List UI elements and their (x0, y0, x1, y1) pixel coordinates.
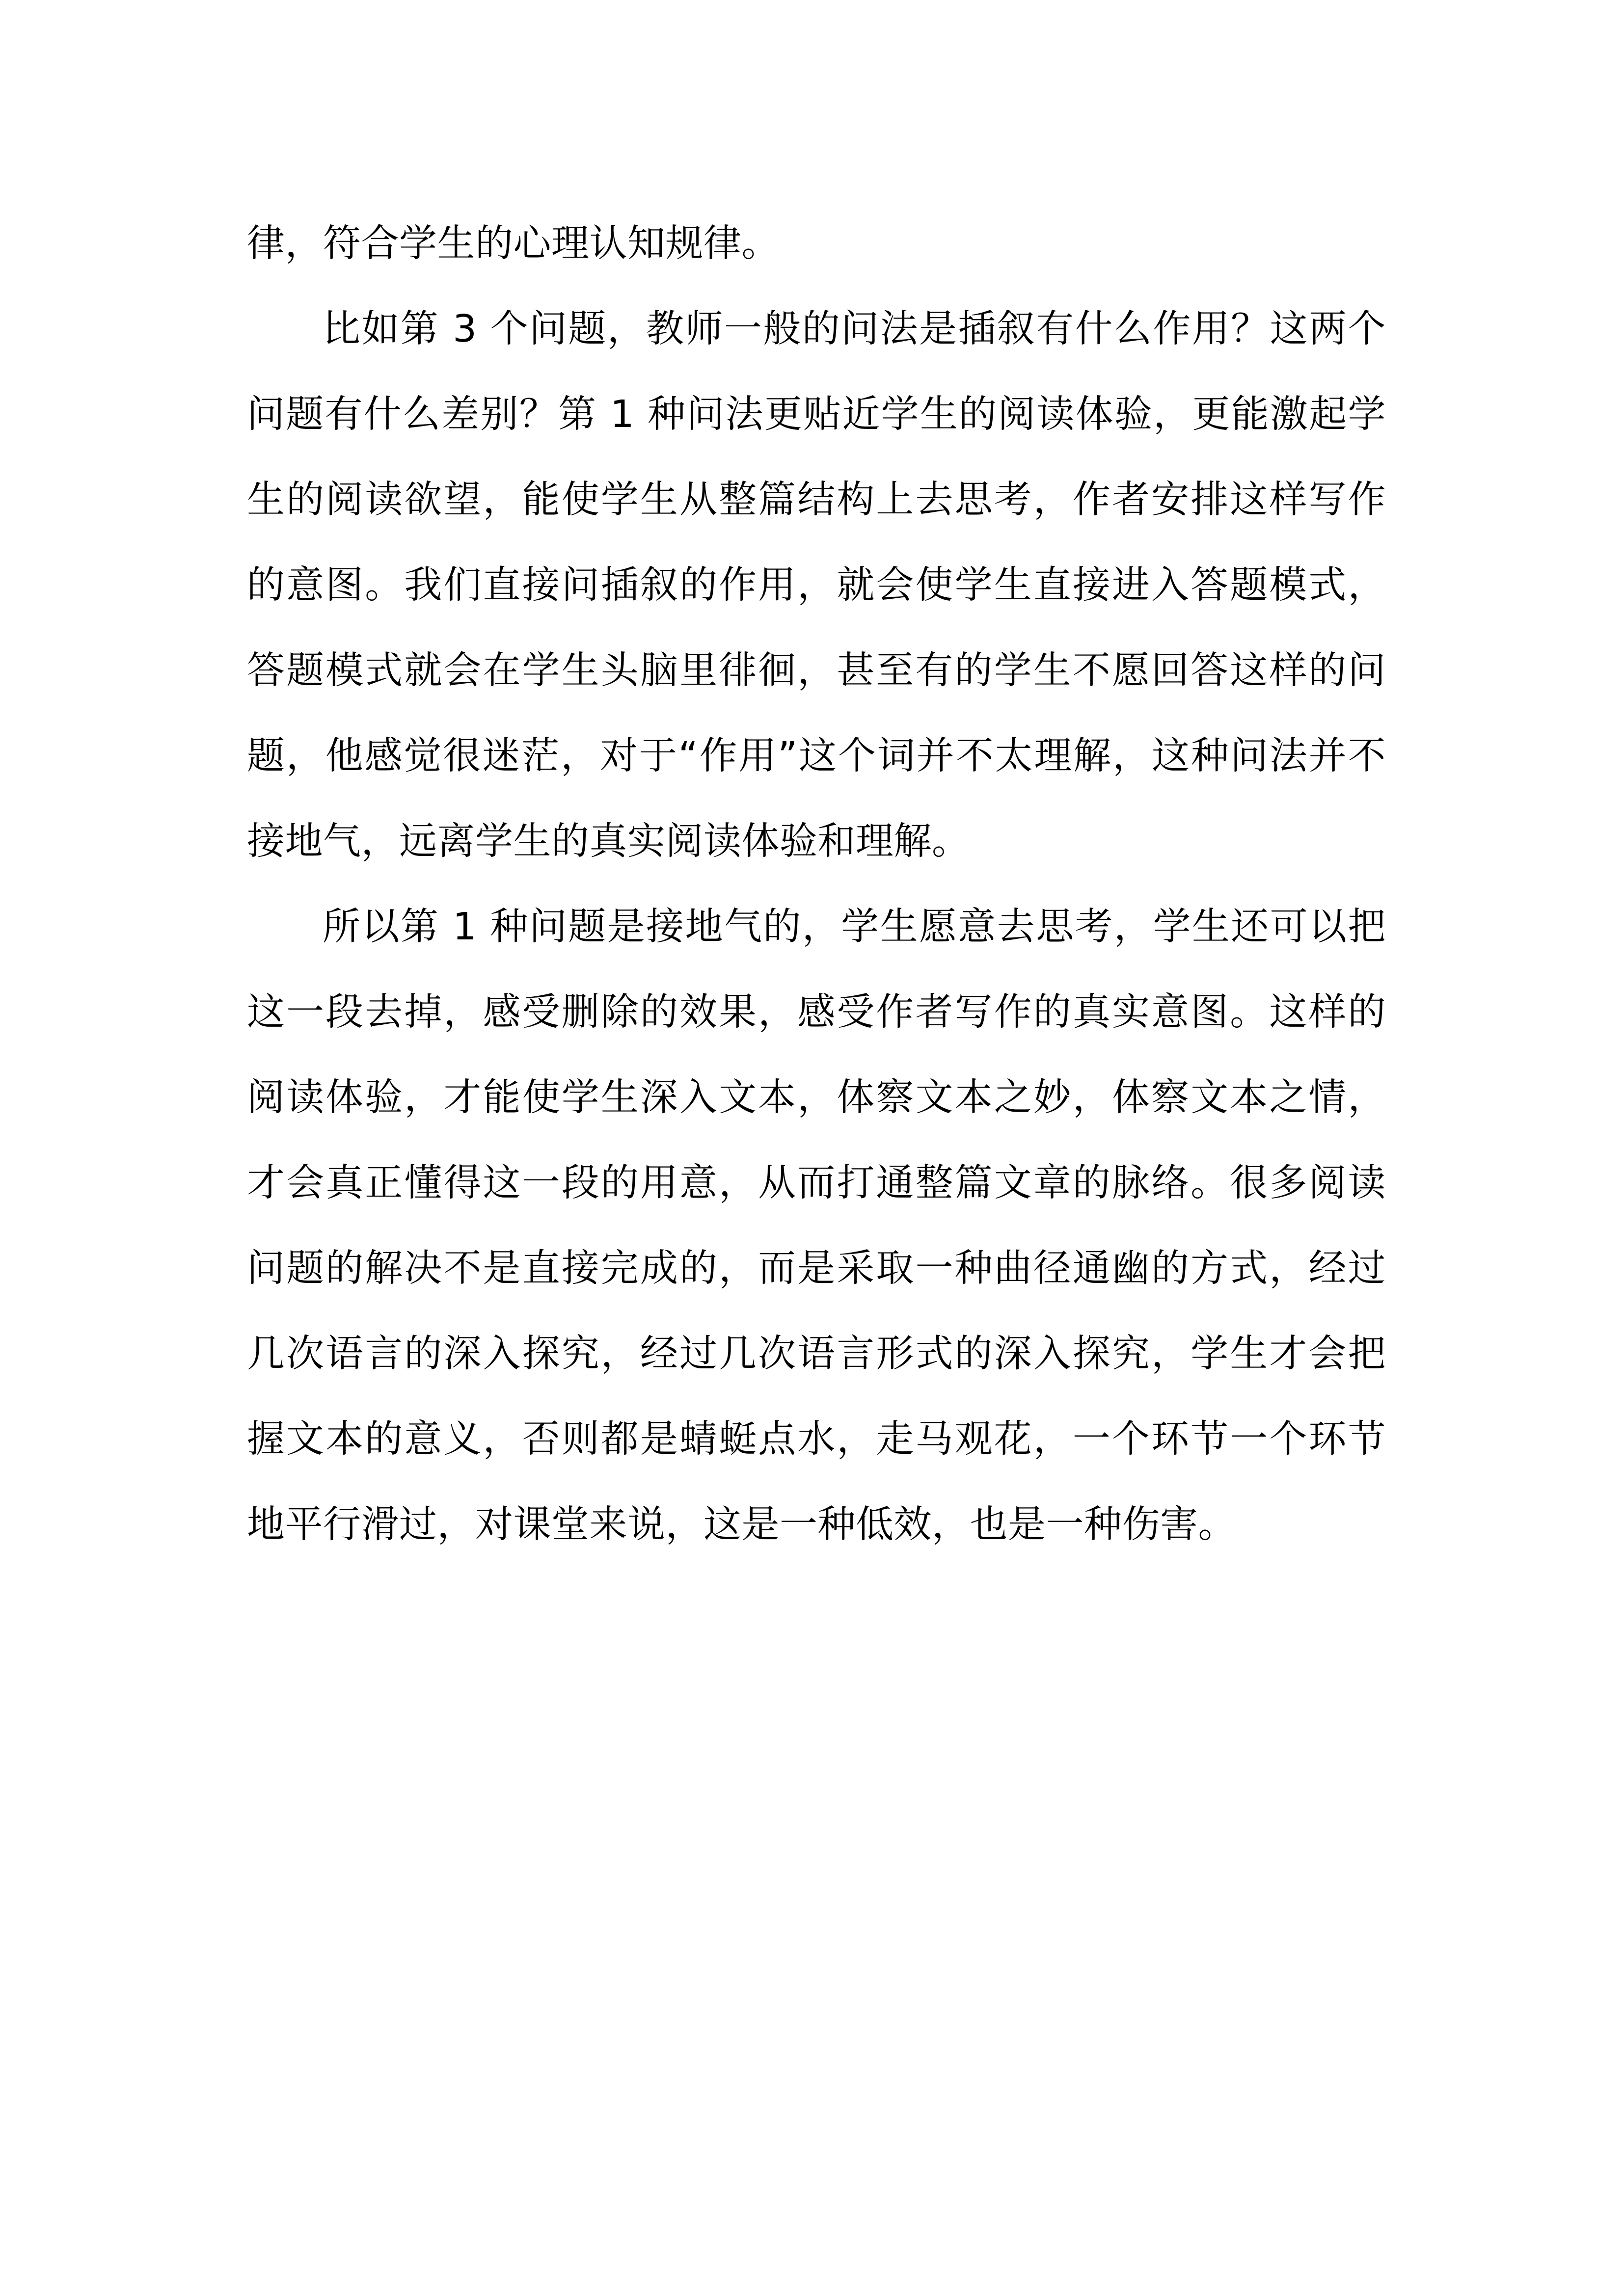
paragraph-continuation: 律，符合学生的心理认知规律。 (247, 222, 780, 266)
paragraph-conclusion: 所以第 1 种问题是接地气的，学生愿意去思考，学生还可以把这一段去掉，感受删除的效果，感受作者写作的真实意图。这样的阅读体验，才能使学生深入文本，体察文本之妙，体察文本之情，才会真正懂得这一段的用意，从而打通整篇文章的脉络。很多阅读问题的解决不是直接完成的，而是采取一种曲径通幽的方式，经过几次语言的深入探究，经过几次语言形式的深入探究，学生才会把握文本的意义，否则都是蜻蜓点水，走马观花，一个环节一个环节地平行滑过，对课堂来说，这是一种低效，也是一种伤害。 (247, 905, 1386, 1547)
paragraph-question-comparison: 比如第 3 个问题，教师一般的问法是插叙有什么作用？这两个问题有什么差别？第 1 种问法更贴近学生的阅读体验，更能激起学生的阅读欲望，能使学生从整篇结构上去思考，作者安排这样写作的意图。我们直接问插叙的作用，就会使学生直接进入答题模式，答题模式就会在学生头脑里徘徊，甚至有的学生不愿回答这样的问题，他感觉很迷茫，对于“作用”这个词并不太理解，这种问法并不接地气，远离学生的真实阅读体验和理解。 (247, 307, 1386, 863)
body-text (247, 201, 1386, 1568)
